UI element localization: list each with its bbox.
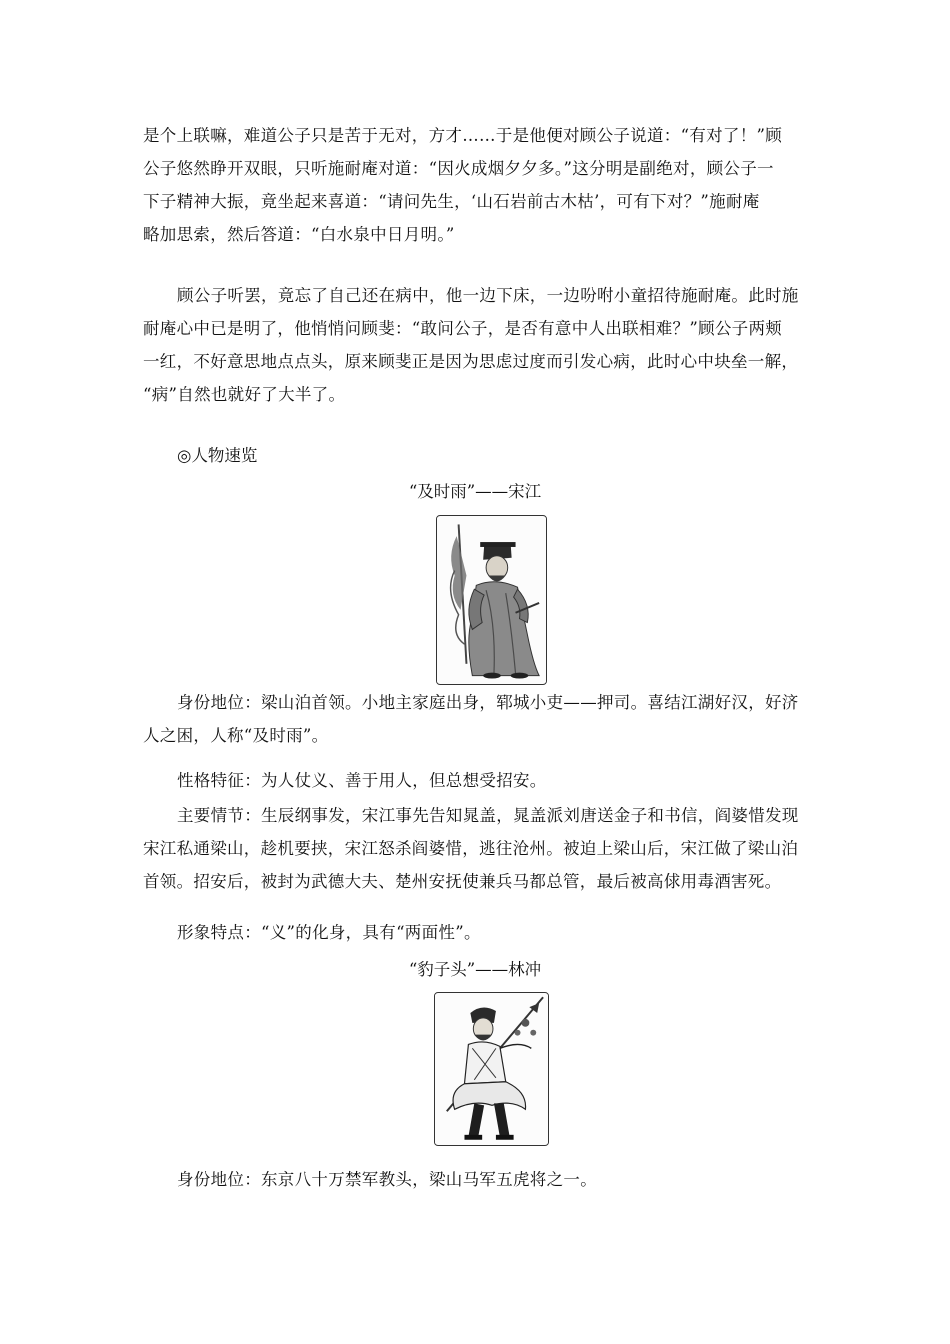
- lin-chong-caption: “豹子头”——林冲: [408, 960, 542, 979]
- song-jiang-caption: “及时雨”——宋江: [408, 482, 542, 501]
- song-jiang-image-trait: [143, 916, 807, 949]
- text-line: 形象特点：“义”的化身，具有“两面性”。: [177, 923, 481, 942]
- text-line: 人之困，人称“及时雨”。: [143, 726, 329, 745]
- text-line: 性格特征：为人仗义、善于用人，但总想受招安。: [177, 771, 547, 790]
- song-jiang-identity: [143, 686, 807, 752]
- text-line: 宋江私通梁山，趁机要挟，宋江怒杀阎婆惜，逃往沧州。被迫上梁山后，宋江做了梁山泊: [143, 839, 799, 858]
- intro-paragraph: [143, 119, 807, 251]
- text-line: 下子精神大振，竟坐起来喜道：“请问先生，‘山石岩前古木枯’，可有下对？”施耐庵: [143, 192, 760, 211]
- text-line: 公子悠然睁开双眼，只听施耐庵对道：“因火成烟夕夕多。”这分明是副绝对，顾公子一: [143, 159, 774, 178]
- lin-chong-figure-icon: [435, 993, 548, 1145]
- text-line: 耐庵心中已是明了，他悄悄问顾斐：“敢问公子，是否有意中人出联相难？”顾公子两颊: [143, 319, 783, 338]
- text-line: 身份地位：梁山泊首领。小地主家庭出身，郓城小吏——押司。喜结江湖好汉，好济: [177, 693, 799, 712]
- text-line: 略加思索，然后答道：“白水泉中日月明。”: [143, 225, 455, 244]
- lin-chong-identity: [143, 1163, 807, 1196]
- text-line: 身份地位：东京八十万禁军教头，梁山马军五虎将之一。: [177, 1170, 597, 1189]
- text-line: 是个上联嘛，难道公子只是苦于无对，方才……于是他便对顾公子说道：“有对了！”顾: [143, 126, 783, 145]
- song-jiang-plot: [143, 799, 807, 898]
- story-paragraph: [143, 279, 807, 411]
- text-line: 一红，不好意思地点点头，原来顾斐正是因为思虑过度而引发心病，此时心中块垒一解，: [143, 352, 799, 371]
- section-heading: ◎人物速览: [177, 446, 258, 465]
- text-line: “病”自然也就好了大半了。: [143, 385, 346, 404]
- text-line: 顾公子听罢，竟忘了自己还在病中，他一边下床，一边吩咐小童招待施耐庵。此时施: [177, 286, 799, 305]
- song-jiang-figure-icon: [437, 516, 546, 684]
- text-line: 主要情节：生辰纲事发，宋江事先告知晁盖，晁盖派刘唐送金子和书信，阎婆惜发现: [177, 806, 799, 825]
- song-jiang-portrait: [436, 515, 547, 685]
- song-jiang-personality: [143, 764, 807, 797]
- lin-chong-portrait: [434, 992, 549, 1146]
- text-line: 首领。招安后，被封为武德大夫、楚州安抚使兼兵马都总管，最后被高俅用毒酒害死。: [143, 872, 782, 891]
